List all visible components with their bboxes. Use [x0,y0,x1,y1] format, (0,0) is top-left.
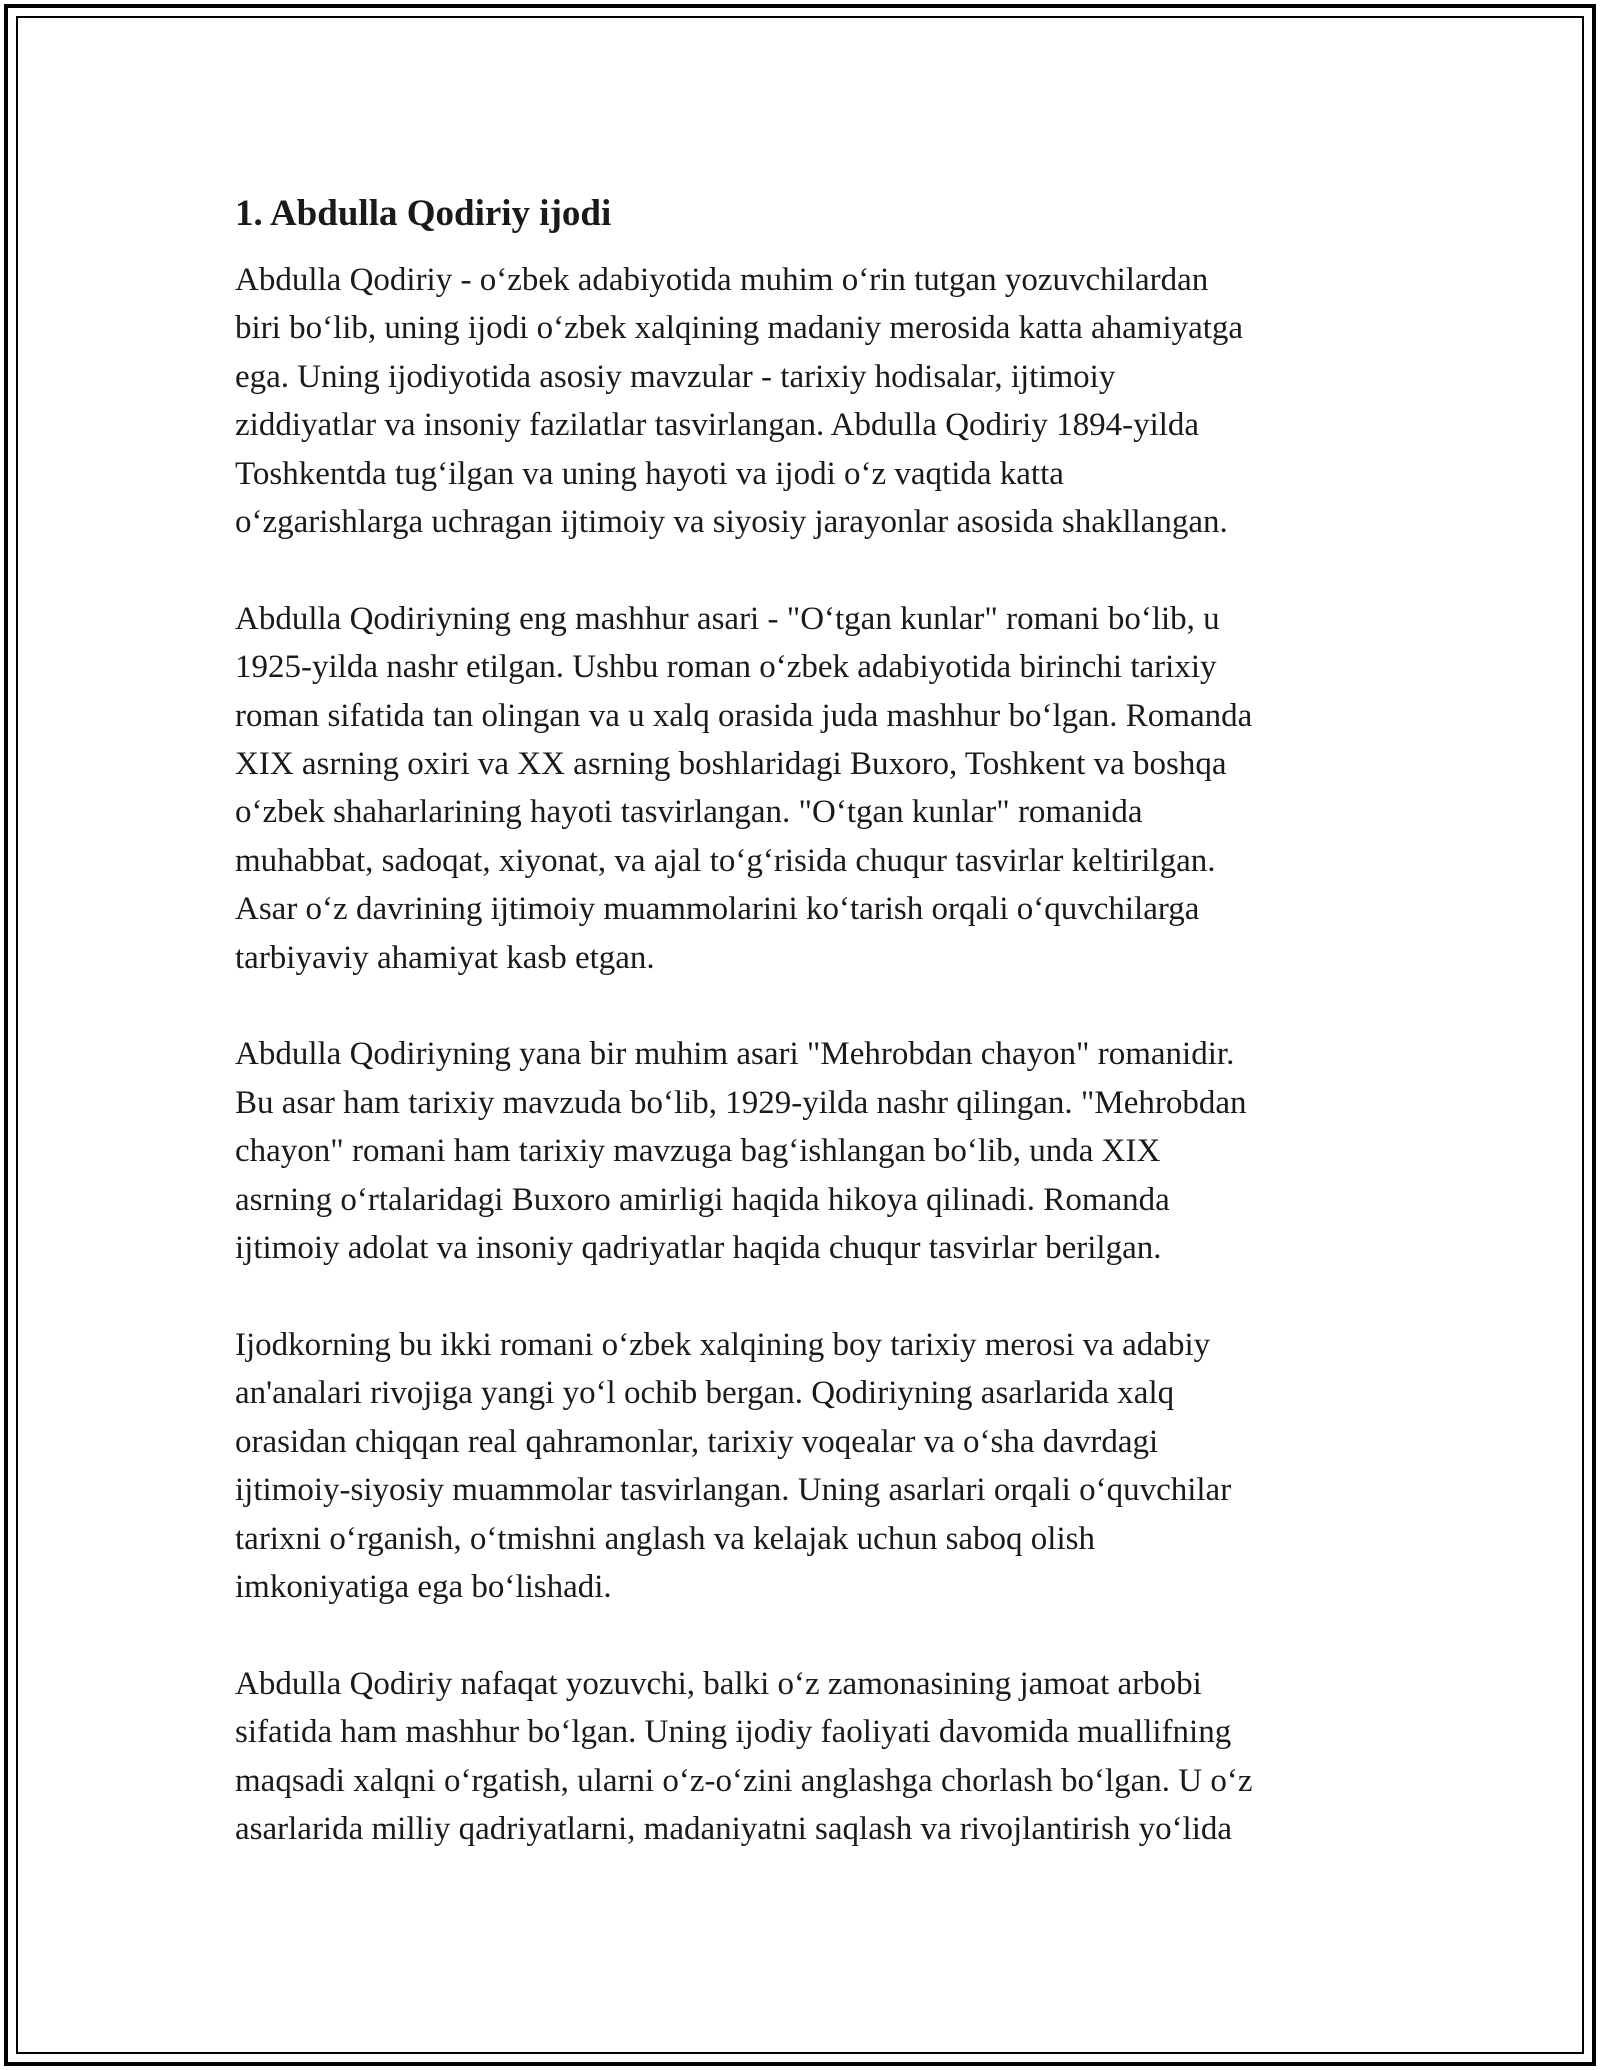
text-line: maqsadi xalqni o‘rgatish, ularni o‘z-o‘zini anglashga chorlash bo‘lgan. U o‘z [235,1762,1253,1799]
document-body [235,186,1385,1902]
text-line: ega. Uning ijodiyotida asosiy mavzular - tarixiy hodisalar, ijtimoiy [235,358,1116,395]
paragraph-1 [235,256,1385,546]
text-line: muhabbat, sadoqat, xiyonat, va ajal to‘g‘risida chuqur tasvirlar keltirilgan. [235,842,1216,879]
text-line: ziddiyatlar va insoniy fazilatlar tasvirlangan. Abdulla Qodiriy 1894-yilda [235,407,1200,444]
text-line: asarlarida milliy qadriyatlarni, madaniyatni saqlash va rivojlantirish yo‘lida [235,1810,1233,1847]
document-title: 1. Abdulla Qodiriy ijodi [235,193,612,234]
text-line: roman sifatida tan olingan va u xalq orasida juda mashhur bo‘lgan. Romanda [235,697,1253,734]
text-line: XIX asrning oxiri va XX asrning boshlaridagi Buxoro, Toshkent va boshqa [235,746,1227,783]
paragraph-4 [235,1321,1385,1611]
text-line: chayon" romani ham tarixiy mavzuga bag‘ishlangan bo‘lib, unda XIX [235,1133,1161,1170]
text-line: Ijodkorning bu ikki romani o‘zbek xalqining boy tarixiy merosi va adabiy [235,1326,1211,1363]
text-line: 1925-yilda nashr etilgan. Ushbu roman o‘zbek adabiyotida birinchi tarixiy [235,649,1217,686]
text-line: Bu asar ham tarixiy mavzuda bo‘lib, 1929-yilda nashr qilingan. "Mehrobdan [235,1084,1247,1121]
paragraph-2 [235,595,1385,982]
text-line: o‘zbek shaharlarining hayoti tasvirlangan. "O‘tgan kunlar" romanida [235,794,1143,831]
text-line: sifatida ham mashhur bo‘lgan. Uning ijodiy faoliyati davomida muallifning [235,1714,1232,1751]
text-line: Abdulla Qodiriyning eng mashhur asari - "O‘tgan kunlar" romani bo‘lib, u [235,600,1220,637]
text-line: asrning o‘rtalaridagi Buxoro amirligi haqida hikoya qilinadi. Romanda [235,1181,1170,1218]
text-line: Asar o‘z davrining ijtimoiy muammolarini ko‘tarish orqali o‘quvchilarga [235,891,1200,928]
text-line: imkoniyatiga ega bo‘lishadi. [235,1568,612,1605]
text-line: o‘zgarishlarga uchragan ijtimoiy va siyosiy jarayonlar asosida shakllangan. [235,504,1228,541]
text-line: tarbiyaviy ahamiyat kasb etgan. [235,939,655,976]
text-line: tarixni o‘rganish, o‘tmishni anglash va kelajak uchun saboq olish [235,1520,1095,1557]
text-line: Abdulla Qodiriy - o‘zbek adabiyotida muhim o‘rin tutgan yozuvchilardan [235,262,1209,298]
text-line: ijtimoiy adolat va insoniy qadriyatlar haqida chuqur tasvirlar berilgan. [235,1230,1162,1267]
text-line: Abdulla Qodiriyning yana bir muhim asari "Mehrobdan chayon" romanidir. [235,1036,1235,1073]
text-line: an'analari rivojiga yangi yo‘l ochib bergan. Qodiriyning asarlarida xalq [235,1375,1175,1412]
text-line: ijtimoiy-siyosiy muammolar tasvirlangan. Uning asarlari orqali o‘quvchilar [235,1472,1232,1509]
text-line: orasidan chiqqan real qahramonlar, tarixiy voqealar va o‘sha davrdagi [235,1423,1159,1460]
paragraph-3 [235,1030,1385,1272]
paragraph-5 [235,1660,1385,1854]
text-line: Toshkentda tug‘ilgan va uning hayoti va ijodi o‘z vaqtida katta [235,455,1064,492]
text-line: biri bo‘lib, uning ijodi o‘zbek xalqining madaniy merosida katta ahamiyatga [235,310,1244,347]
text-line: Abdulla Qodiriy nafaqat yozuvchi, balki o‘z zamonasining jamoat arbobi [235,1665,1202,1702]
